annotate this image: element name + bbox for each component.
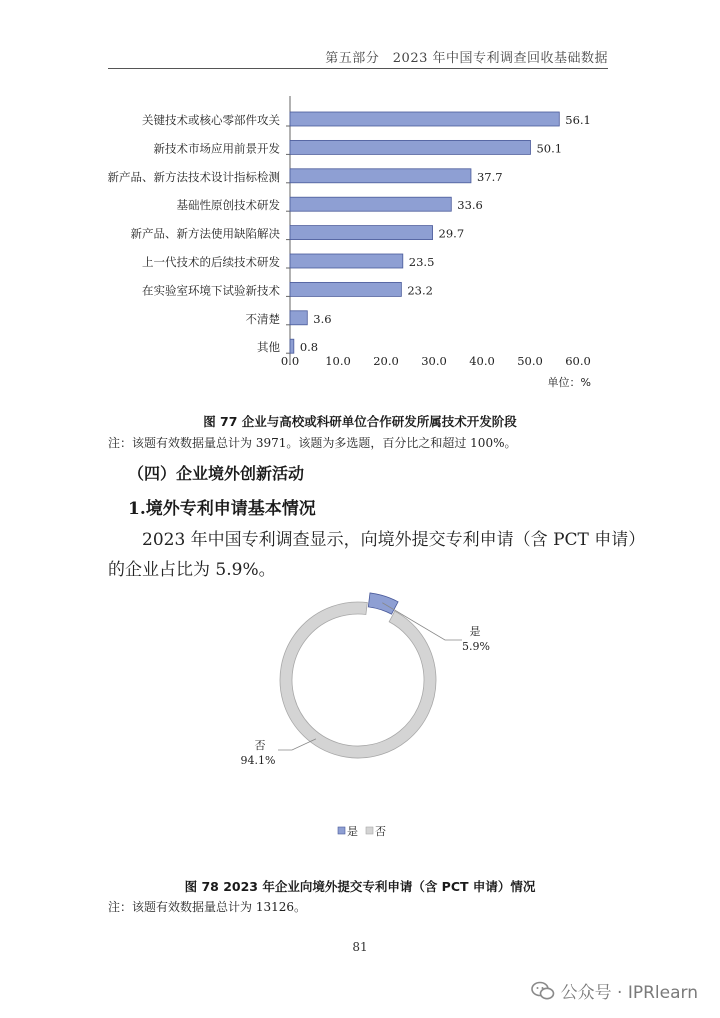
section-heading-overseas: （四）企业境外创新活动 [128, 464, 305, 483]
bar-category-label: 新技术市场应用前景开发 [153, 141, 280, 156]
fig78-caption: 图 78 2023 年企业向境外提交专利申请（含 PCT 申请）情况 [184, 879, 536, 894]
bar [290, 169, 471, 183]
slice-label-name: 否 [254, 739, 266, 752]
bar [290, 112, 559, 126]
legend-swatch [366, 827, 373, 834]
legend-swatch [338, 827, 345, 834]
bar-category-label: 基础性原创技术研发 [176, 198, 280, 213]
bar-value-label: 0.8 [299, 340, 319, 355]
donut-chart-fig78 [0, 580, 720, 860]
bar [290, 282, 401, 296]
bar [290, 339, 294, 353]
x-tick-label: 40.0 [469, 354, 495, 368]
fig77-caption: 图 77 企业与高校或科研单位合作研发所属技术开发阶段 [203, 414, 517, 429]
body-paragraph-line-1: 2023 年中国专利调查显示，向境外提交专利申请（含 PCT 申请） [142, 530, 646, 550]
bar-value-label: 56.1 [565, 113, 591, 127]
bar-category-label: 不清楚 [245, 311, 280, 326]
x-tick-label: 20.0 [373, 354, 399, 368]
bar-value-label: 33.6 [457, 198, 483, 213]
bar-category-label: 新产品、新方法技术设计指标检测 [107, 169, 280, 184]
bar-category-label: 关键技术或核心零部件攻关 [142, 113, 280, 127]
slice-label-value: 5.9% [462, 640, 490, 653]
bar [290, 140, 530, 154]
x-tick-label: 0.0 [280, 354, 300, 368]
watermark [531, 978, 698, 1003]
x-tick-label: 30.0 [421, 354, 447, 368]
bar-category-label: 其他 [257, 340, 280, 355]
bar-category-label: 上一代技术的后续技术研发 [142, 255, 280, 269]
body-paragraph-line-2: 的企业占比为 5.9%。 [108, 560, 276, 580]
bar-category-label: 在实验室环境下试验新技术 [142, 283, 280, 298]
watermark-text: 公众号 · IPRlearn [560, 983, 698, 1003]
legend-label: 否 [375, 825, 386, 838]
bar-value-label: 3.6 [313, 311, 332, 326]
bar [290, 254, 403, 268]
bar [290, 197, 451, 211]
bar [290, 226, 433, 240]
fig77-note: 注：该题有效数据量总计为 3971。该题为多选题，百分比之和超过 100%。 [108, 436, 517, 450]
bar-category-label: 新产品、新方法使用缺陷解决 [130, 226, 280, 241]
wechat-icon [531, 981, 555, 1001]
page-number: 81 [352, 940, 368, 954]
bar-value-label: 23.5 [408, 255, 435, 269]
fig78-note: 注：该题有效数据量总计为 13126。 [108, 900, 306, 914]
bar-value-label: 23.2 [407, 283, 433, 298]
bar-value-label: 50.1 [536, 141, 563, 156]
subsection-heading: 1.境外专利申请基本情况 [128, 499, 316, 519]
bar-value-label: 37.7 [476, 169, 503, 184]
slice-label-value: 94.1% [240, 754, 276, 767]
bar-value-label: 29.7 [438, 226, 465, 241]
bar-chart-fig77 [0, 0, 720, 400]
slice-label-name: 是 [469, 625, 481, 638]
legend-label: 是 [347, 825, 358, 838]
bar [290, 311, 307, 325]
x-tick-label: 10.0 [325, 354, 351, 368]
running-header: 第五部分 2023 年中国专利调查回收基础数据 [325, 51, 608, 66]
x-tick-label: 60.0 [565, 354, 591, 368]
x-tick-label: 50.0 [517, 354, 543, 368]
unit-label: 单位：% [547, 376, 591, 389]
donut-slice [280, 602, 436, 758]
